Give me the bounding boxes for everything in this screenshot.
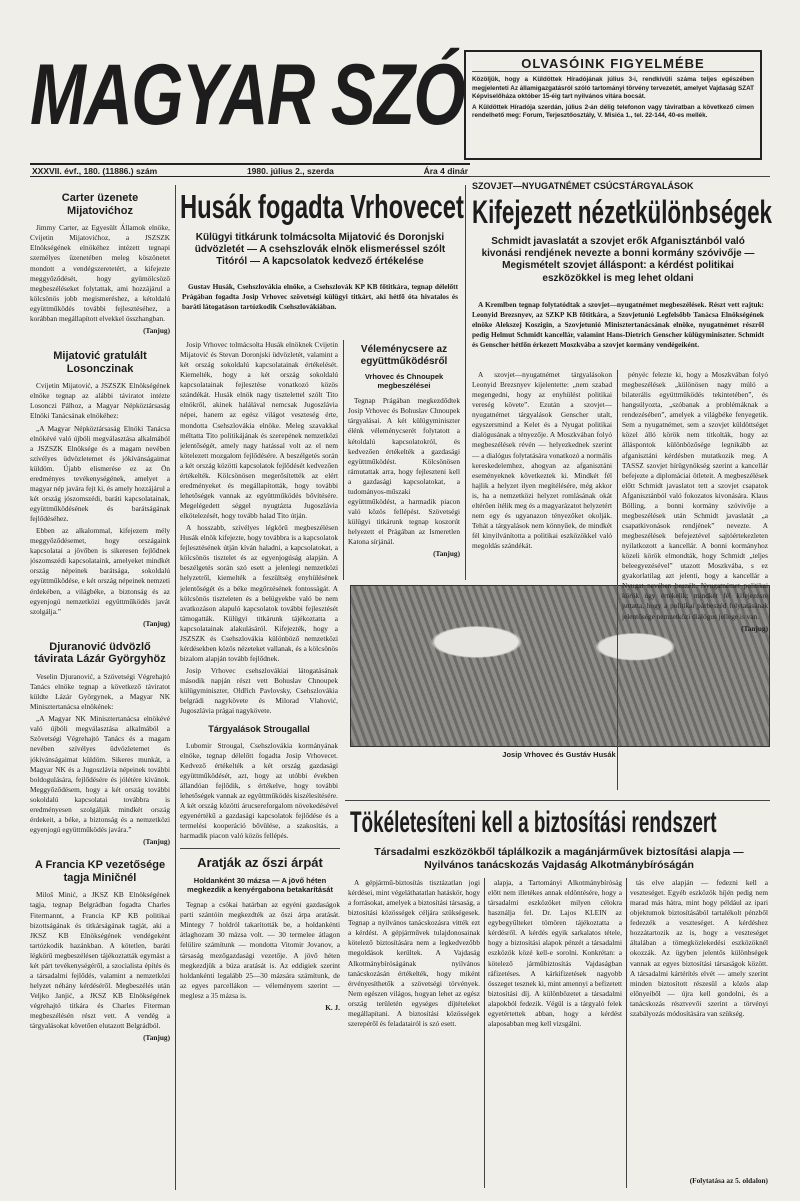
- article-source: (Tanjug): [143, 618, 170, 628]
- photo-caption: Josip Vrhovec és Gustáv Husák: [502, 750, 616, 759]
- article-text: „A Magyar Népköztársaság Elnöki Tanácsa elnökévé való újbóli megválasztása alkalmából a JSZSZK Elnöksége és a magam nevében szívélyes üdvözletemet és jókívánságaimat küldöm. Újabb elismerése ez az Ön eredményes tevékenységének, amelyet a magyar nép javára fejt ki, és amely hozzájárul a két ország jószomszédi, baráti kapcsolatainak, együttműködésének és barátságának fejlődéséhez.: [30, 423, 170, 524]
- subhead-strougal: Tárgyalások Strougallal: [208, 724, 310, 735]
- article-source: K. J.: [325, 1002, 340, 1012]
- article-text: Miloš Minić, a JKSZ KB Elnökségének tagja, tegnap Belgrádban fogadta Charles Fitermannt, a Francia KP KB politikai bizottságának és titkárságának tagját, aki a JKSZ KB Elnökségének vendégeként tartózkodik hazánkban. A kötetlen, baráti légkörű megbeszélésen tájékoztatták egymást a két párt tevékenységéről, a szocialista építés és a társadalmi fejlődés, valamint a nemzetközi helyzet néhány kérdéséről. Megbeszélés után Veljko Janjić, a JKSZ KB Elnökségének végrehajtó titkára és Charles Fiterman megbeszélésén részt vett. A vendég a tárgyalásokat követően elutazott Belgrádból.: [30, 890, 170, 1031]
- column-divider: [626, 878, 627, 1188]
- deck-husak: Külügyi titkárunk tolmácsolta Mijatović és Doronjski üdvözletét — A csehszlovák elnök elismeréssel szólt Titóról — A kapcsolatok kedvező értékelése: [194, 232, 446, 268]
- headline-husak-text: Husák fogadta Vrhovecet: [180, 188, 464, 225]
- article-source: (Tanjug): [741, 623, 768, 633]
- headline-kifejezett-text: Kifejezett nézetkülönbségek: [472, 194, 772, 230]
- notice-paragraph-2: A Küldöttek Híradója szerdán, július 2-án délig telefonon vagy táviratban a következő címen rendelhető meg: Forum, Terjesztőosztály, V. Misića 1., tel. 22-144, 40-es mellék.: [472, 103, 754, 119]
- article-text: Ebben az alkalommal, kifejezem mély meggyőződésemet, hogy országaink kapcsolatai a jövőben is sikeresen fejlődnek jószomszédi kapcsolataink, amelyeket mindkét ország népeinek barátsága, sokoldalú együttműködése, e két ország népeinek nemzeti érdekében, a világbéke, a biztonság és az egyenjogú nemzetközi együttműködés javát szolgálja.”: [30, 526, 170, 616]
- issue-date: 1980. július 2., szerda: [246, 165, 334, 176]
- article-text: Josip Vrhovec tolmácsolta Husák elnöknek Cvijetin Mijatović és Stevan Doronjski üdvözletét, valamint a két ország sokoldalú kapcsolatainak értékelését. Kiemelték, hogy a két ország sokoldalú kapcsolatainak fejlesztése vonatkozó közös szándékát. Husák elnök nagy tisztelettel szólt Tito elnökről, akinek halálával nemcsak Jugoszlávia népei, hanem az egész világot veszteség érte, mondotta Csehszlovákia elnöke. Meleg szavakkal méltatta Tito politikájának és szerepének nemzetközi jelentőségét, amely nagy hatással volt az el nem kötelezett mozgalom fejlődésére. A beszélgetés során a két ország közötti kapcsolatok fejlődését kedvezően értékelték. Kölcsönösen megerősítették az elért eredményeket és megállapították, hogy további lehetőségek vannak az együttműködés bővítésére. Megelégedett séggel nyugtázta Jugoszlávia elkötelezését, hogy tovább halad Tito útján.: [180, 340, 338, 521]
- tokeletesiteni-column-1: [348, 878, 480, 1190]
- headline-tokeletesiteni-text: Tökéletesíteni kell a biztosítási rendszert: [350, 806, 717, 839]
- divider: [470, 176, 770, 177]
- aratas-subhead: Holdanként 30 mázsa — A jövő héten megkezdik a kenyérgabona betakarítását: [187, 875, 333, 894]
- continuation-note: (Folytatása az 5. oldalon): [689, 1176, 768, 1185]
- masthead-logo: MAGYAR SZÓ: [30, 47, 465, 143]
- article-head-mijatovic: Mijatović gratulált Losonczinak: [53, 349, 147, 375]
- tokeletesiteni-column-2: [488, 878, 622, 1190]
- deck-kifejezett: Schmidt javaslatát a szovjet erők Afganisztánból való kivonási rendjének nevezte a bonni kormány szóvivője — Megismételt szovjet álláspont: a kérdést politikai eszközökkel is meg lehet oldani: [481, 236, 755, 284]
- article-text: A gépjármű-biztosítás tisztázatlan jogi kérdései, mint végeláthatatlan hatáskör, hogy a forrásokat, amelyek a biztosítási társaság, a biztosítási közösségek céljára szükségesek. Tegnap a nyilvános tanácskozásra vitték ezt a kérdést. A gépjárművek tulajdonosainak kötelező biztosítására nem a legkedvezőbb megoldások kerültek. A Vajdaság Alkotmánybíróságának nyilvános tanácskozásán értékelték, hogy miként érvényesíthetők a szövetségi törvények. Nem egészen világos, hogyan lehet az egész ország területén egységes díjtételeket megállapítani. A biztosítási közösségek szerepéről és feladatairól is szó esett.: [348, 878, 480, 1028]
- article-text: Lubomir Strougal, Csehszlovákia kormányának elnöke, tegnap délelőtt fogadta Josip Vrhovecet. Kedvező értékelték a két ország gazdasági együttműködését, azt, hogy az utóbbi években állandóan fejlődik, s értékelve, hogy további lehetőségek vannak az együttműködés kiszélesítésére. A két ország közötti árucsereforgalom növekedésével egyenértékű a gazdasági kapcsolatok fejlődése és a termelési kooperáció bővülése, a szakosítás, a harmadik piacon való közös fellépés.: [180, 740, 338, 841]
- kicker-szovjet: SZOVJET—NYUGATNÉMET CSÚCSTÁRGYALÁSOK: [472, 181, 694, 191]
- masthead: [30, 40, 465, 150]
- aratas-head: Aratják az őszi árpát: [197, 855, 323, 870]
- notice-box: [464, 50, 762, 160]
- notice-title: OLVASÓINK FIGYELMÉBE: [472, 56, 754, 72]
- column-divider: [484, 878, 485, 1188]
- article-source: (Tanjug): [433, 549, 460, 559]
- article-source: (Tanjug): [143, 837, 170, 847]
- headline-husak: [180, 188, 464, 225]
- kifejezett-column-2: [622, 370, 768, 790]
- deck-tokeletesiteni: Társadalmi eszközökből táplálkozik a magánjárművek biztosítási alapja — Nyilvános tanácskozás Vajdaság Alkotmánybíróságán: [374, 846, 744, 871]
- notice-paragraph-1: Közöljük, hogy a Küldöttek Híradójának július 3-i, rendkívüli száma teljes egészében megjelenteti Az államigazgatásról szóló tartományi törvény tervezetét, amelyet Vajdaság SZAT Képviselőháza október 15-éig tart nyilvános vitára bocsát.: [472, 76, 754, 100]
- headline-tokeletesiteni: [350, 808, 768, 838]
- article-head-carter: Carter üzenete Mijatovićhoz: [61, 192, 139, 217]
- article-head-francia: A Francia KP vezetősége tagja Miničnél: [34, 859, 166, 884]
- article-text: Cvijetin Mijatović, a JSZSZK Elnökségének elnöke tegnap az alábbi táviratot intézte Losonczi Pálhoz, a Magyar Népköztársaság Elnöki Tanácsának elnökéhez:: [30, 381, 170, 421]
- article-text: A szovjet—nyugatnémet tárgyalásokon Leonyid Brezsnyev kijelentette: „nem szabad megengedni, hogy az enyhülést politikai vereség követe”. Ezután a szovjet—nyugatnémet tárgyalások Genscher utalt, egyszersmind a Kelet és a Nyugat politikai dialógusának a tényezője. A Moszkvában folyó megbeszélések révén — helyezkednek szerint — a dialógus folytatására vonatkozó a normális kereskedelemhez, ahogyan az afganisztáni eseményeknek következtek ki. Mindkét fél hajlik a helyzet ilyen megítélésére, még akkor is, ha a nemzetközi helyzet romlásának okát eltérően ítélik meg és a magyarázatot helyzetért nem egy és ugyanazon tényezőket okolják. Tehát a tárgyalások nem könnyűek, de mindkét fél kinyilvánította a politikai eszközökkel való megoldás szándékát.: [472, 370, 612, 551]
- article-source: (Tanjug): [143, 325, 170, 335]
- article-text: Veselin Djuranović, a Szövetségi Végrehajtó Tanács elnöke tegnap a következő táviratot küldte Lázár Györgynek, a Magyar NK Minisztertanácsa elnökének:: [30, 672, 170, 712]
- divider: [345, 800, 770, 801]
- husak-column-1: [180, 340, 338, 845]
- article-text: Tegnap a csókai határban az egyéni gazdaságok parti szántóin megkezdték az őszi árpa aratását. Mintegy 7 holdról takarították be, a holdankénti átlaghozam 30 mázsa volt. — 30 termelee átlagon felülire számítunk — mondotta Vitomir Jovanov, a társaság mezőgazdasági vezetője. A jövő héten megkezdjük a búza aratását is. Az eddigiek szerint holdankénti legalább 25—30 mázsára számítunk, de az egyes parcellákon — véleményem szerint — meglesz a 35 mázsa is.: [180, 900, 340, 1000]
- left-column: [30, 188, 170, 1188]
- divider: [180, 848, 340, 849]
- column-divider: [343, 340, 344, 580]
- article-text: Josip Vrhovec csehszlovákiai látogatásának második napján részt vett Bohuslav Chnoupek külügyminiszter, Oldřich Pavlovsky, Csehszlovákia belgrádi nagykövete és Milorad Vlahović, Jugoszlávia prágai nagykövete.: [180, 666, 338, 716]
- article-text: pényéc felezte ki, hogy a Moszkvában folyó megbeszélések „különösen nagy múló a bilaterális együttműködés tekintetében”, és hangsúlyozta, „szóbanak a problémáknak a rendezésében”, amelyek a világbéke fenyegetik. Sem a nyugatnémet, sem a szovjet küldöttséget közel álló körök nem titkolták, hogy az álláspontok különbözősége legnikább az afganisztáni kérdésben mutatkozik meg. A TASSZ szovjet hírügynökség szerint a kancellár befejezte a diplomáciai ötleteit. A megbeszélések előtt Schmidt javaslatot tett a szovjet csapatok Afganisztánból való fokozatos kivonására. Klaus Bölling, a bonni kormány szóvivője a megbeszélések után Schmidt javaslatát „a csapatkivonások rendjének” nevezte. A megbeszélések befejeztével sajtóértekezleten nyilatkozott a kancellár. A bonni kormányhoz közeli körök elmondták, hogy Schmidt „teljes beleegyezésével” utazott Moszkvába, s ez gyakorlatilag azt jelenti, hogy a kancellár a Nyugat nevében beszélt. Nyugatnémet politikai körök úgy értékelik: mindkét fél kifejezésre juttatta, hogy a politikai párbeszéd folytatásának jelentősége nemzetközi dialógus jellege is van.: [622, 370, 768, 621]
- dateline: [30, 163, 470, 177]
- article-text: A hosszabb, szívélyes légkörű megbeszélésen Husák elnök kifejezte, hogy továbbra is a kapcsolatok fejlesztésének útján kíván haladni, a kapcsolatokat, a kölcsönös tisztelet és az egyenjogúság alapján. A beszélgetés során szó esett a jelenlegi nemzetközi helyzetről, kiemelték a feszültség enyhülésének jelentőségét és a béke megőrzésének fontosságát. A kölcsönös tiszteleten és a belügyekbe való be nem avatkozáson alapuló kapcsolatok további fejlesztését támogatták. Külügyi titkárunk tájékoztatta a kapcsolatainak alakulásáról. Kifejezték, hogy a JSZSZK és Csehszlovákia különböző nemzetközi kérdésekben közös nézeteket vallanak, és a kölcsönös bizalom alapján tovább fejlődnek.: [180, 523, 338, 663]
- lead-kifejezett: A Kremlben tegnap folytatódtak a szovjet—nyugatnémet megbeszélések. Részt vett rajtuk: Leonyid Brezsnyev, az SZKP KB főtitkára, a Szovjetunió Legfelsőbb Tanácsa Elnökségének elnöke Alekszej Koszigin, a Szovjetunió Minisztertanácsának elnöke, nyugatnémet részről pedig Helmut Schmidt kancellár, valamint Hans-Dietrich Genscher külügyminiszter. Schmidt és Genscher hétfőn érkezett Moszkvába a szovjet kormány vendégeiként.: [472, 300, 764, 350]
- tokeletesiteni-column-3: [630, 878, 768, 1174]
- kifejezett-column-1: [472, 370, 612, 580]
- lead-husak: Gustav Husák, Csehszlovákia elnöke, a Csehszlovák KP KB főtitkára, tegnap délelőtt Prágában fogadta Josip Vrhovec szövetségi külügyi titkárt, aki hétfő óta hivatalos és baráti látogatáson tartózkodik Csehszlovákiában.: [182, 282, 458, 312]
- column-divider: [617, 370, 618, 790]
- article-text: alapja, a Tartományi Alkotmánybíróság előtt nem illetékes annak eldöntésére, hogy a társadalmi eszközöket milyen célokra használja fel. Dr. Lajos KLEIN az egybegyűlteket tömören tájékoztatta a kérdésről. A kérdés egyik sarkalatos tétele, hogy a biztosítási alapok pénzét a társadalmi eszközök közé kell-e sorolni. Konkrétan: a kötelező járműbiztosítás Vajdaságban ráfizetéses. A kárkifizetések nagyobb összeget tesznek ki, mint amennyi a befizetett biztosítási díj. A különbözetet a társadalmi alapokból fedezik. Végül is a tárgyaló felek egyetértettek abban, hogy a kérdést alaposabban meg kell vizsgálni.: [488, 878, 622, 1028]
- velemeny-head: Véleménycsere az együttműködésről: [360, 344, 448, 367]
- issue-price: Ára 4 dinár: [423, 165, 468, 176]
- headline-kifejezett: [472, 194, 772, 230]
- article-text-carter: Jimmy Carter, az Egyesült Államok elnöke, Cvijetin Mijatovićhoz, a JSZSZK Elnökségének elnökéhez intézett tegnapi személyes üzenetében meleg köszönetet mondott a vendégszeretetért, a kifejezte meggyőződését, hogy gyümölcsöző megbeszéléseket folytattak, ami hozzájárul a kölcsönös jobb megismeréshez, a kétoldalú együttműködés további fejlesztéséhez, a korábban megállapított elvekkel összhangban.: [30, 223, 170, 323]
- article-text: „A Magyar NK Minisztertanácsa elnökévé való újbóli megválasztása alkalmából a Szövetségi Végrehajtó Tanács és a magam nevében szívélyes üdvözletemet és jókívánságaimat küldöm. Sikeres munkát, a Magyar NK és a Jugoszlávia népeinek további boldogulására, fejlődésére és jólétére kívánok. Meggyőződésem, hogy a két ország további sokoldalú kapcsolatai továbbra is eredményesen szolgálják mindkét ország érdekeit, a béke, a biztonság és a nemzetközi egyenjogú együttműködés javára.”: [30, 714, 170, 834]
- article-head-djuranovic: Djuranović üdvözlő távirata Lázár Györgyhöz: [34, 640, 166, 666]
- article-text: tás elve alapján — fedezni kell a veszteséget. Egyéb eszközök híjén pedig nem marad más hátra, mint hogy például az ipari objektumok biztosításából tartalékolt pénzből fedezzék a veszteséget. A kérdéshez hozzátartozik az is, hogy a veszteséget általában a tömegközlekedési eszközöknél okozzák. Az ügyben jelentős különbségek vannak az egyes biztosítási társaságok között. A társadalmi kártérítés elvét — amely szerint minden biztosított részesül a közös alap előnyeiből — újra kell gondolni, és a tanácskozás résztvevői szerint a törvényi szabályozás módosítására van szükség.: [630, 878, 768, 1018]
- velemeny-subhead: Vrhovec és Chnoupek megbeszélései: [364, 372, 444, 390]
- article-text: Tegnap Prágában megkezdődtek Josip Vrhovec és Bohuslav Chnoupek tárgyalásai. A két külügyminiszter élénk véleménycserét folytatott a kétoldalú kapcsolatokról, és kedvezően értékelték a gazdasági együttműködést. Kölcsönösen rámutattak arra, hogy fejleszteni kell a gazdasági kapcsolatokat, a tudományos-műszaki együttműködést, a harmadik piacon való közös fellépést. Szövetségi külügyi titkárunk tegnap koszorút helyezett el Prágában az Ismeretlen Katona sírjánál.: [348, 396, 460, 547]
- column-divider: [175, 185, 176, 1190]
- column-divider: [465, 185, 466, 580]
- velemeny-article: [348, 340, 460, 580]
- issue-number: XXXVII. évf., 180. (11886.) szám: [32, 165, 158, 176]
- aratas-article: [180, 852, 340, 1192]
- article-source: (Tanjug): [143, 1033, 170, 1043]
